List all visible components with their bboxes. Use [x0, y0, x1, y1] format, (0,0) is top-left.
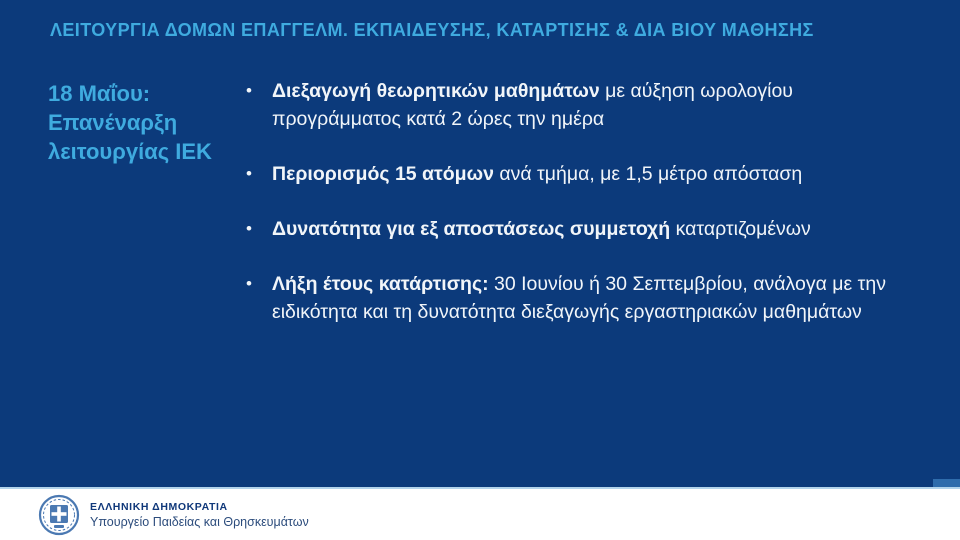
bullet-regular-text: ανά τμήμα, με 1,5 μέτρο απόσταση [493, 163, 803, 185]
bullet-bold-text: Δυνατότητα για εξ αποστάσεως συμμετοχή [272, 218, 671, 240]
bullet-regular-text: καταρτιζομένων [670, 218, 811, 240]
bullet-list [246, 77, 906, 353]
slide-title: ΛΕΙΤΟΥΡΓΙΑ ΔΟΜΩΝ ΕΠΑΓΓΕΛΜ. ΕΚΠΑΙΔΕΥΣΗΣ, ΚΑΤΑΡΤΙΣΗΣ & ΔΙΑ ΒΙΟΥ ΜΑΘΗΣΗΣ [50, 20, 814, 40]
bullet-bold-text: Διεξαγωγή θεωρητικών μαθημάτων [272, 80, 600, 102]
bullet-dot: • [246, 219, 252, 238]
bullet-dot: • [246, 164, 252, 183]
bullet-item [246, 215, 906, 243]
bullet-text [272, 163, 802, 185]
corner-accent-bar [933, 479, 960, 487]
hellenic-republic-emblem-icon [38, 494, 80, 536]
bullet-regular-text: με αύξηση ωρολογίου προγράμματος κατά 2 ώρες την ημέρα [272, 80, 793, 130]
date-heading: 18 Μαΐου: Επανέναρξη λειτουργίας ΙΕΚ [48, 81, 212, 164]
bullet-item [246, 270, 906, 326]
bullet-text [272, 218, 811, 240]
bullet-bold-text: Λήξη έτους κατάρτισης: [272, 273, 489, 295]
footer-org-name: ΕΛΛΗΝΙΚΗ ΔΗΜΟΚΡΑΤΙΑ [90, 500, 228, 513]
bullet-item [246, 160, 906, 188]
bullet-dot: • [246, 274, 252, 293]
bullet-text [272, 80, 793, 130]
bullet-dot: • [246, 81, 252, 100]
footer-ministry-name: Υπουργείο Παιδείας και Θρησκευμάτων [90, 514, 309, 529]
bullet-bold-text: Περιορισμός 15 ατόμων [272, 163, 494, 185]
footer [0, 487, 960, 540]
bullet-regular-text: 30 Ιουνίου ή 30 Σεπτεμβρίου, ανάλογα με την ειδικότητα και τη δυνατότητα διεξαγωγής εργαστηριακών μαθημάτων [272, 273, 886, 323]
bullet-text [272, 273, 886, 323]
bullet-item [246, 77, 906, 133]
footer-text-block [90, 501, 309, 529]
